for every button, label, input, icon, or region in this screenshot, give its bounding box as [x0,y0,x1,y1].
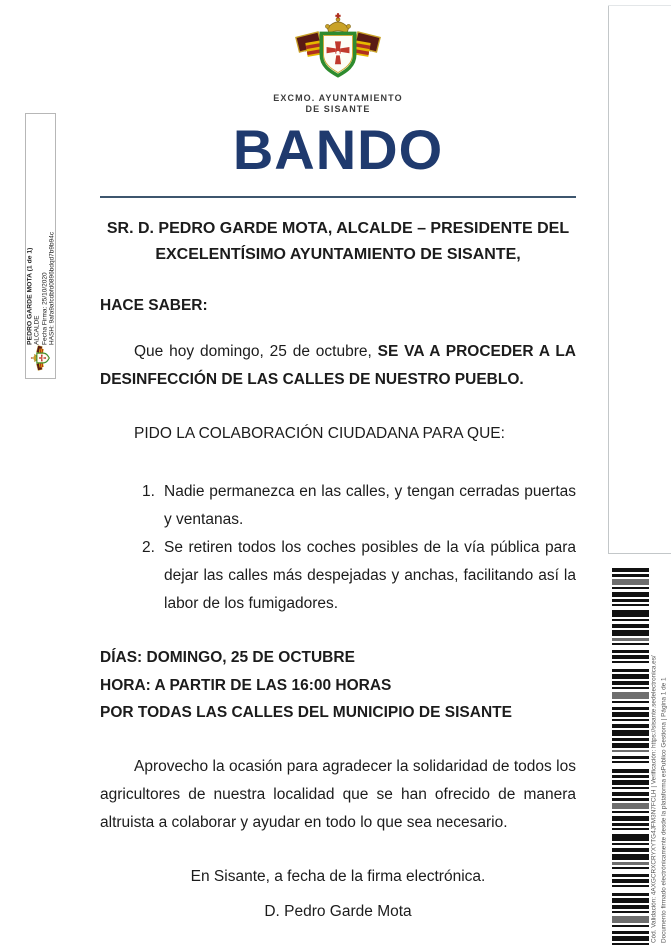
hace-saber-label: HACE SABER: [100,297,208,314]
place-and-date-line: En Sisante, a fecha de la firma electrónica. [190,867,486,885]
organization-caption-line1: EXCMO. AYUNTAMIENTO [273,93,403,103]
instructions-list [100,478,576,618]
list-item-text: Nadie permanezca en las calles, y tengan cerradas puertas y ventanas. [164,483,576,528]
schedule-hour-line: HORA: A PARTIR DE LAS 16:00 HORAS [100,676,392,694]
schedule-block [100,644,576,727]
signature-sidebar-text [26,115,55,345]
document-body [100,0,576,926]
closing-paragraph: Aprovecho la ocasión para agradecer la solidaridad de todos los agricultores de nuestra localidad que se han ofrecido de manera altruista a colaborar y ayudar en todo lo que sea necesario. [100,757,576,831]
announcement-bold-text: SE VA A PROCEDER A LA DESINFECCIÓN DE LAS CALLES DE NUESTRO PUEBLO. [100,343,576,388]
list-item-text: Se retiren todos los coches posibles de la vía pública para dejar las calles más despejadas y anchas, facilitando así la labor de los fumigadores. [164,539,576,612]
validation-strip-text [650,567,669,943]
organization-caption [100,93,576,115]
mayor-heading-line1: SR. D. PEDRO GARDE MOTA, ALCALDE – PRESIDENTE DEL [106,220,570,237]
document-title: BANDO [232,118,444,181]
right-margin-frame-vertical [608,5,609,553]
signer-name-line: PEDRO GARDE MOTA (1 de 1) [25,247,33,346]
coat-of-arms-icon [100,0,576,88]
signer-printed-name: D. Pedro Garde Mota [264,902,412,920]
organization-caption-line2: DE SISANTE [305,104,371,114]
schedule-days-line: DÍAS: DOMINGO, 25 DE OCTUBRE [100,649,355,666]
mayor-heading-line2: EXCELENTÍSIMO AYUNTAMIENTO DE SISANTE, [155,246,521,263]
validation-code-line: Cód. Validación: 4AXGCRXCRYXYTG4JFM3N7FCLH | Verificación: https://sisante.sedelectronica.es/ [650,654,658,943]
list-item-number: 2. [142,539,155,556]
collaboration-request-line: PIDO LA COLABORACIÓN CIUDADANA PARA QUE: [134,425,505,442]
verification-barcode [612,568,649,946]
list-item [100,478,576,534]
announcement-regular-text: Que hoy domingo, 25 de octubre, [134,343,378,360]
right-margin-frame-top [608,5,671,6]
signature-sidebar [25,113,56,379]
mayor-heading [100,216,576,268]
title-divider [100,196,576,198]
stamp-crest-icon [29,345,53,371]
list-item-number: 1. [142,483,155,500]
schedule-place-line: POR TODAS LAS CALLES DEL MUNICIPIO DE SISANTE [100,704,512,721]
list-item [100,534,576,618]
validation-strip [648,563,670,946]
signature-date-line: Fecha Firma: 25/10/2020 [40,272,48,346]
signature-hash-line: HASH: 9afa9afcdbfd0896bdqd7b9b94c [47,232,55,346]
signer-role-line: ALCALDE [33,315,41,346]
right-margin-frame-horizontal [608,553,671,554]
announcement-paragraph [100,338,576,394]
validation-platform-line: Documento firmado electrónicamente desde la plataforma esPublico Gestiona | Página 1 de 1 [660,676,667,943]
